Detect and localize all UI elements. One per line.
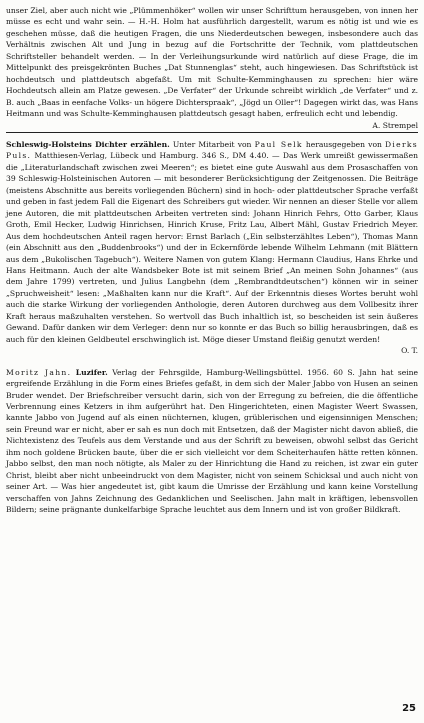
review-luzifer-title: Luzifer. [75,367,108,377]
review-intro-signature: A. Strempel [372,120,418,130]
review-anthology-publisher-name: Dierks Puls. [6,139,418,161]
review-anthology-editor-prefix: Unter Mitarbeit von [172,139,252,149]
review-anthology-text: Matthiesen-Verlag, Lübeck und Hamburg. 346 S., DM 4.40. — Das Werk umreißt gewissermaßen die „Literaturlandschaft zwischen zwei Meeren“; es bietet eine gute Auswahl aus dem Prosaschaffen von 39 Schleswig-Holsteinischen Autoren — mit besonderer Berücksichtigung der Zeitgenossen. Die Beiträge (meistens Abschnitte aus bereits vorliegenden Büchern) sind in hoch- oder plattdeutscher Sprache verfaßt und geben in fast jedem Fall die Eigenart des Schreibers gut wieder. Wir nennen an dieser Stelle vor allem jene Autoren, die mit plattdeutschen Arbeiten vertreten sind: Johann Hinrich Fehrs, Otto Garber, Klaus Groth, Emil Hecker, Ludwig Hinrichsen, Hinrich Kruse, Fritz Lau, Albert Mähl, Gustav Friedrich Meyer. Aus dem hochdeutschen Anteil ragen hervor: Ernst Barlach („Ein selbsterzähltes Leben“), Thomas Mann (ein Abschnitt aus den „Buddenbrooks“) und der in Eckernförde lebende Wilhelm Lehmann (mit Blättern aus dem „Bukolischen Tagebuch“). Weitere Namen von gutem Klang: Hermann Claudius, Hans Ehrke und Hans Heitmann. Auch der alte Wandsbeker Bote ist mit seinem Brief „An meinen Sohn Johannes“ (aus dem Jahre 1799) vertreten, und Julius Langbehn (dem „Rembrandtdeutschen“) können wir in seiner „Spruchweisheit“ lesen: „Maßhalten kann nur die Kraft“. Auf der Erkenntnis dieses Wortes beruht wohl auch die starke Wirkung der vorliegenden Anthologie, deren Autoren durchweg aus dem Vollbesitz ihrer Kraft heraus maßzuhalten verstehen. So wertvoll das Buch inhaltlich ist, so bescheiden ist sein äußeres Gewand. Dafür danken wir dem Verleger: denn nur so konnte er das Buch so billig herausbringen, daß es auch für den kleinen Geldbeutel erschwinglich ist. Möge dieser Umstand fleißig genutzt werden! [6,151,418,344]
review-intro-text: unser Ziel, aber auch nicht wie „Plümmenhöker“ wollen wir unser Schrifttum herausgeben, von innen her müsse es echt und wahr sein. — H.-H. Holm hat ausführlich dargestellt, warum es nötig ist und wie es geschehen müsse, daß die heutigen Fragen, die uns Niederdeutschen bewegen, insbesondere auch das Verhältnis zwischen Alt und Jung in bezug auf die Fortschritte der Technik, vom plattdeutschen Schriftsteller behandelt werden. — In der Verleihungsurkunde wird natürlich auf diese Frage, die im Mittelpunkt des preisgekrönten Buches „Dat Stunnenglas“ steht, auch hingewiesen. Das Schriftstück ist hochdeutsch und plattdeutsch abgefaßt. Um mit Schulte-Kemminghausen zu sprechen: hier wäre Hochdeutsch allein am Platze gewesen. „De Verfater“ der Urkunde schreibt wirklich „de Verfater“ und z. B. auch „Baas in eenfache Volks- un högere Dichterspraak“, „Jögd un Oller“! Dagegen wirkt das, was Hans Heitmann und was Schulte-Kemminghausen plattdeutsch gesagt haben, erfreulich echt und lebendig. [6,6,418,119]
review-luzifer [6,367,418,516]
review-luzifer-text: Verlag der Fehrsgilde, Hamburg-Wellingsbüttel. 1956. 60 S. Jahn hat seine ergreifende Erzählung in die Form eines Briefes gefaßt, in dem sich der Maler Jabbo von Husen an seinen Bruder wendet. Der Briefschreiber versucht darin, sich von der Erregung zu befreien, die die öffentliche Verbrennung eines Ketzers in ihm aufgerührt hat. Den Hingerichteten, einen Magister Weert Swassen, kannte Jabbo von Jugend auf als einen nüchternen, klugen, grüblerischen und eigensinnigen Menschen; sein Freund war er nicht, aber er sah es nun doch mit Entsetzen, daß der Magister nicht davon abließ, die Nichtexistenz des Teufels aus dem Verstande und aus der Schrift zu beweisen, obwohl selbst das Gericht ihm noch goldene Brücken baute, über die er sich vielleicht vor dem Scheiterhaufen hätte retten können. Jabbo selbst, den man noch nötigte, als Maler zu der Hinrichtung die Hand zu reichen, ist zwar ein guter Christ, bleibt aber nicht unbeeindruckt von dem Magister, nicht von seinem Schicksal und auch nicht von seiner Art. — Was hier angedeutet ist, gibt kaum die Umrisse der Erzählung und kann keine Vorstellung verschaffen von Jahns Zeichnung des Gedanklichen und Seelischen. Jahn malt in kräftigen, lebensvollen Bildern; seine prägnante dunkelfarbige Sprache leuchtet aus dem Innern und ist von großer Bildkraft. [6,367,419,515]
review-luzifer-author: Moritz Jahn. [6,367,72,377]
review-intro [6,5,418,131]
review-anthology-publisher-prefix: herausgegeben von [305,139,382,149]
review-luzifer-body [6,367,418,516]
review-anthology [6,139,418,357]
page-number: 25 [402,703,416,714]
review-anthology-body [6,139,418,345]
section-divider [6,132,418,133]
review-anthology-editor-name: Paul Selk [254,139,303,149]
review-anthology-heading: Schleswig-Holsteins Dichter erzählen. [6,139,170,149]
review-anthology-signature: O. T. [401,346,418,356]
section-spacer [6,357,418,367]
